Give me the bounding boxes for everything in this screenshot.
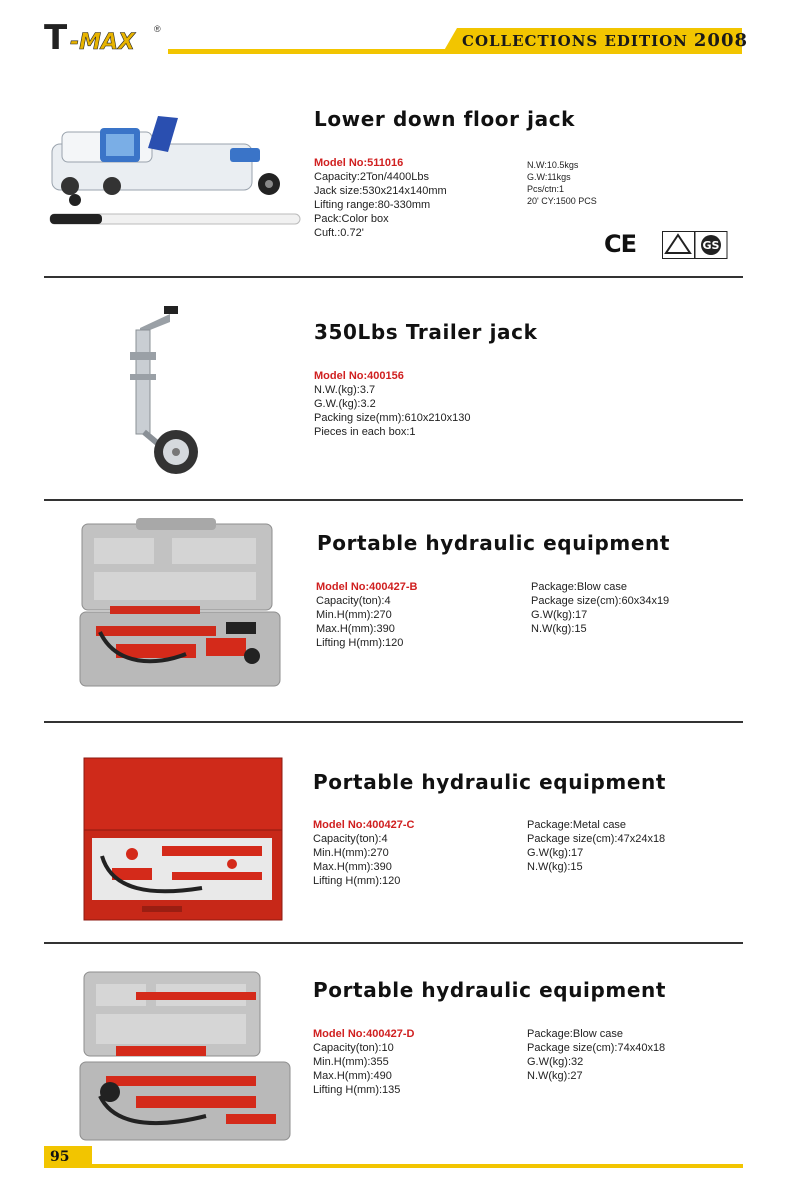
- spec-block-left: [314, 369, 471, 439]
- spec-line: G.W(kg):17: [527, 847, 584, 859]
- hydraulic-kit-red-metal-case-icon: [82, 756, 284, 922]
- spec-line: G.W(kg):32: [527, 1056, 584, 1068]
- spec-line: Jack size:530x214x140mm: [314, 185, 447, 197]
- spec-line: Max.H(mm):390: [313, 861, 392, 873]
- spec-block-left: [313, 818, 414, 888]
- hydraulic-kit-grey-case-icon: [76, 516, 284, 688]
- spec-line: Min.H(mm):355: [313, 1056, 389, 1068]
- model-number: Model No:400427-C: [313, 819, 415, 831]
- spec-line: Max.H(mm):390: [316, 623, 395, 635]
- spec-line: Package size(cm):74x40x18: [527, 1042, 666, 1054]
- floor-jack-icon: [40, 108, 305, 236]
- spec-line: Lifting range:80-330mm: [314, 199, 431, 211]
- spec-block-left: [316, 580, 417, 650]
- spec-line: Capacity(ton):10: [313, 1042, 394, 1054]
- spec-line: G.W(kg):17: [531, 609, 588, 621]
- spec-line: Pack:Color box: [314, 213, 389, 225]
- spec-line: Packing size(mm):610x210x130: [314, 412, 471, 424]
- spec-block-right: [527, 1027, 665, 1083]
- spec-line: Package:Blow case: [527, 1028, 623, 1040]
- spec-block-right: [527, 159, 597, 207]
- spec-line: Package size(cm):60x34x19: [531, 595, 670, 607]
- section-divider: [44, 276, 743, 278]
- gs-mark-label: GS: [702, 239, 720, 252]
- spec-line: G.W.(kg):3.2: [314, 398, 376, 410]
- spec-line: Pieces in each box:1: [314, 426, 416, 438]
- product-title: Portable hydraulic equipment: [313, 978, 667, 1002]
- spec-line: G.W:11kgs: [527, 172, 571, 182]
- spec-block-right: [527, 818, 665, 874]
- section-divider: [44, 942, 743, 944]
- spec-block-left: [314, 156, 447, 240]
- banner-main: COLLECTIONS EDITION: [462, 32, 688, 50]
- spec-line: 20' CY:1500 PCS: [527, 196, 597, 206]
- ce-mark: CE: [604, 230, 637, 258]
- model-number: Model No:400156: [314, 370, 404, 382]
- spec-line: Package size(cm):47x24x18: [527, 833, 666, 845]
- spec-line: Capacity:2Ton/4400Lbs: [314, 171, 429, 183]
- spec-line: Pcs/ctn:1: [527, 184, 565, 194]
- product-title: 350Lbs Trailer jack: [314, 320, 538, 344]
- registered-mark: ®: [154, 24, 161, 34]
- edition-banner-text: [462, 30, 749, 51]
- spec-line: N.W.(kg):3.7: [314, 384, 376, 396]
- spec-line: N.W(kg):15: [527, 861, 583, 873]
- spec-line: Lifting H(mm):135: [313, 1084, 401, 1096]
- spec-line: N.W(kg):15: [531, 623, 587, 635]
- spec-line: Max.H(mm):490: [313, 1070, 392, 1082]
- footer-rule: [92, 1164, 743, 1168]
- spec-line: Lifting H(mm):120: [316, 637, 404, 649]
- logo-max-text: -MAX: [70, 30, 136, 55]
- trailer-jack-icon: [118, 302, 218, 478]
- logo-t-letter: T: [44, 18, 66, 58]
- spec-line: Cuft.:0.72': [314, 227, 364, 239]
- tuv-gs-mark-icon: [662, 231, 728, 259]
- spec-line: Lifting H(mm):120: [313, 875, 401, 887]
- spec-line: N.W(kg):27: [527, 1070, 583, 1082]
- spec-block-left: [313, 1027, 414, 1097]
- spec-line: Capacity(ton):4: [313, 833, 388, 845]
- spec-line: Capacity(ton):4: [316, 595, 391, 607]
- page-number: 95: [50, 1149, 70, 1165]
- product-title: Portable hydraulic equipment: [317, 531, 671, 555]
- spec-line: Package:Metal case: [527, 819, 627, 831]
- spec-line: Min.H(mm):270: [313, 847, 389, 859]
- spec-line: N.W:10.5kgs: [527, 160, 579, 170]
- model-number: Model No:400427-D: [313, 1028, 415, 1040]
- hydraulic-kit-large-case-icon: [76, 966, 294, 1142]
- spec-line: Min.H(mm):270: [316, 609, 392, 621]
- spec-block-right: [531, 580, 669, 636]
- model-number: Model No:511016: [314, 157, 404, 169]
- model-number: Model No:400427-B: [316, 581, 418, 593]
- product-title: Portable hydraulic equipment: [313, 770, 667, 794]
- banner-year: 2008: [693, 30, 749, 51]
- section-divider: [44, 721, 743, 723]
- product-title: Lower down floor jack: [314, 107, 576, 131]
- spec-line: Package:Blow case: [531, 581, 627, 593]
- brand-logo: [44, 16, 164, 56]
- section-divider: [44, 499, 743, 501]
